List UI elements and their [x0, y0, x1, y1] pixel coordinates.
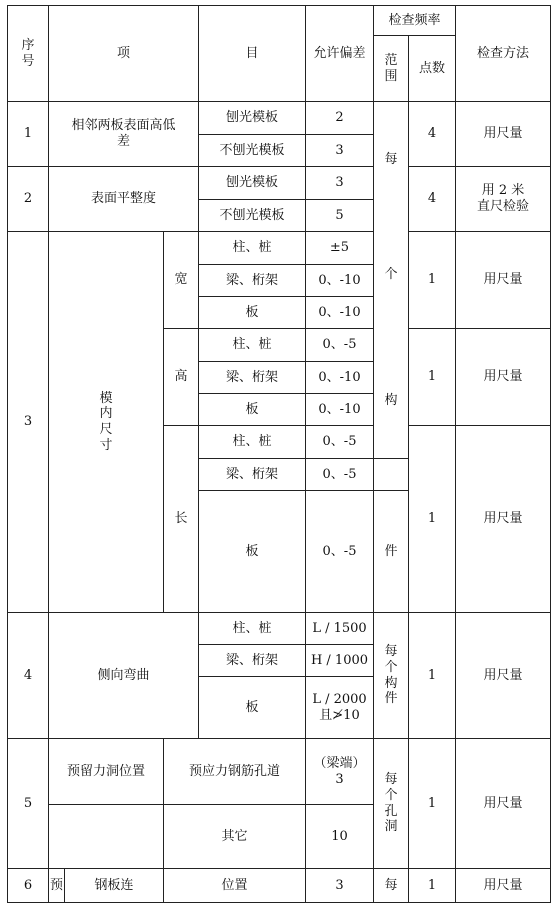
row1-sub2-tol: 3 [306, 135, 374, 167]
row3-l-item3-tol: 0、-5 [306, 491, 374, 613]
range-char: 构 [384, 392, 398, 408]
row3-l-item2-label: 梁、桁架 [199, 459, 306, 491]
row3-dim-height: 高 [164, 329, 199, 426]
row3-l-points: 1 [409, 426, 456, 613]
row2-sub2-tol: 5 [306, 200, 374, 232]
row6-points: 1 [409, 869, 456, 903]
range-char: 每 [384, 151, 398, 167]
row2-seq: 2 [8, 167, 49, 232]
header-points: 点数 [409, 36, 456, 102]
row5-sub1-label: 预应力钢筋孔道 [164, 739, 306, 805]
row3-name: 模 内 尺 寸 [49, 232, 164, 613]
row3-h-points: 1 [409, 329, 456, 426]
row3-dim-length: 长 [164, 426, 199, 613]
row1-sub1-label: 刨光模板 [199, 102, 306, 135]
row6-method: 用尺量 [456, 869, 551, 903]
range-each-member-top [374, 102, 409, 459]
row4-points: 1 [409, 613, 456, 739]
row6-label: 位置 [164, 869, 306, 903]
header-item: 项 [49, 6, 199, 102]
row3-h-item1-tol: 0、-5 [306, 329, 374, 362]
row6-seq: 6 [8, 869, 49, 903]
row4-sub2-label: 梁、桁架 [199, 645, 306, 677]
row3-l-item1-label: 柱、桩 [199, 426, 306, 459]
row1-sub2-label: 不刨光模板 [199, 135, 306, 167]
row3-l-item2-tol: 0、-5 [306, 459, 374, 491]
row4-sub3-tol: L / 2000 且≯10 [306, 677, 374, 739]
row5-sub2-label: 其它 [164, 805, 306, 869]
row4-sub1-tol: L / 1500 [306, 613, 374, 645]
row2-method: 用 2 米 直尺检验 [456, 167, 551, 232]
row6-a: 预 [49, 869, 65, 903]
row5-range: 每 个 孔 洞 [374, 739, 409, 869]
row3-h-method: 用尺量 [456, 329, 551, 426]
row6-b: 钢板连 [65, 869, 164, 903]
row3-h-item2-label: 梁、桁架 [199, 362, 306, 394]
row4-method: 用尺量 [456, 613, 551, 739]
row3-w-item3-label: 板 [199, 297, 306, 329]
header-method: 检查方法 [456, 6, 551, 102]
row3-l-item3-label: 板 [199, 491, 306, 613]
row1-name: 相邻两板表面高低 差 [49, 102, 199, 167]
row2-sub2-label: 不刨光模板 [199, 200, 306, 232]
row5-method: 用尺量 [456, 739, 551, 869]
header-range: 范 围 [374, 36, 409, 102]
row3-h-item1-label: 柱、桩 [199, 329, 306, 362]
row3-w-item3-tol: 0、-10 [306, 297, 374, 329]
row3-w-method: 用尺量 [456, 232, 551, 329]
row4-sub1-label: 柱、桩 [199, 613, 306, 645]
row4-sub2-tol: H / 1000 [306, 645, 374, 677]
row5-name-blank [49, 805, 164, 869]
row1-method: 用尺量 [456, 102, 551, 167]
row1-seq: 1 [8, 102, 49, 167]
inspection-table [7, 5, 551, 903]
row3-h-item3-tol: 0、-10 [306, 394, 374, 426]
row2-name: 表面平整度 [49, 167, 199, 232]
header-item-2: 目 [199, 6, 306, 102]
row4-sub3-label: 板 [199, 677, 306, 739]
header-seq: 序 号 [8, 6, 49, 102]
row2-sub1-label: 刨光模板 [199, 167, 306, 200]
row3-dim-width: 宽 [164, 232, 199, 329]
row5-name: 预留力洞位置 [49, 739, 164, 805]
row3-l-method: 用尺量 [456, 426, 551, 613]
row6-range: 每 [374, 869, 409, 903]
row2-sub1-tol: 3 [306, 167, 374, 200]
row1-sub1-tol: 2 [306, 102, 374, 135]
row6-tol: 3 [306, 869, 374, 903]
row3-h-item3-label: 板 [199, 394, 306, 426]
header-tolerance: 允许偏差 [306, 6, 374, 102]
row4-name: 侧向弯曲 [49, 613, 199, 739]
row5-points: 1 [409, 739, 456, 869]
header-frequency: 检查频率 [374, 6, 456, 36]
row3-l-item1-tol: 0、-5 [306, 426, 374, 459]
range-each-member-bottom: 件 [374, 491, 409, 613]
row3-w-item2-label: 梁、桁架 [199, 265, 306, 297]
row3-w-points: 1 [409, 232, 456, 329]
range-char: 个 [384, 267, 398, 283]
row2-points: 4 [409, 167, 456, 232]
row3-h-item2-tol: 0、-10 [306, 362, 374, 394]
row3-w-item1-tol: ±5 [306, 232, 374, 265]
row3-w-item2-tol: 0、-10 [306, 265, 374, 297]
row5-seq: 5 [8, 739, 49, 869]
row4-seq: 4 [8, 613, 49, 739]
row1-points: 4 [409, 102, 456, 167]
row3-seq: 3 [8, 232, 49, 613]
row5-sub2-tol: 10 [306, 805, 374, 869]
row4-range: 每 个 构 件 [374, 613, 409, 739]
row3-w-item1-label: 柱、桩 [199, 232, 306, 265]
row5-sub1-tol: （梁端） 3 [306, 739, 374, 805]
